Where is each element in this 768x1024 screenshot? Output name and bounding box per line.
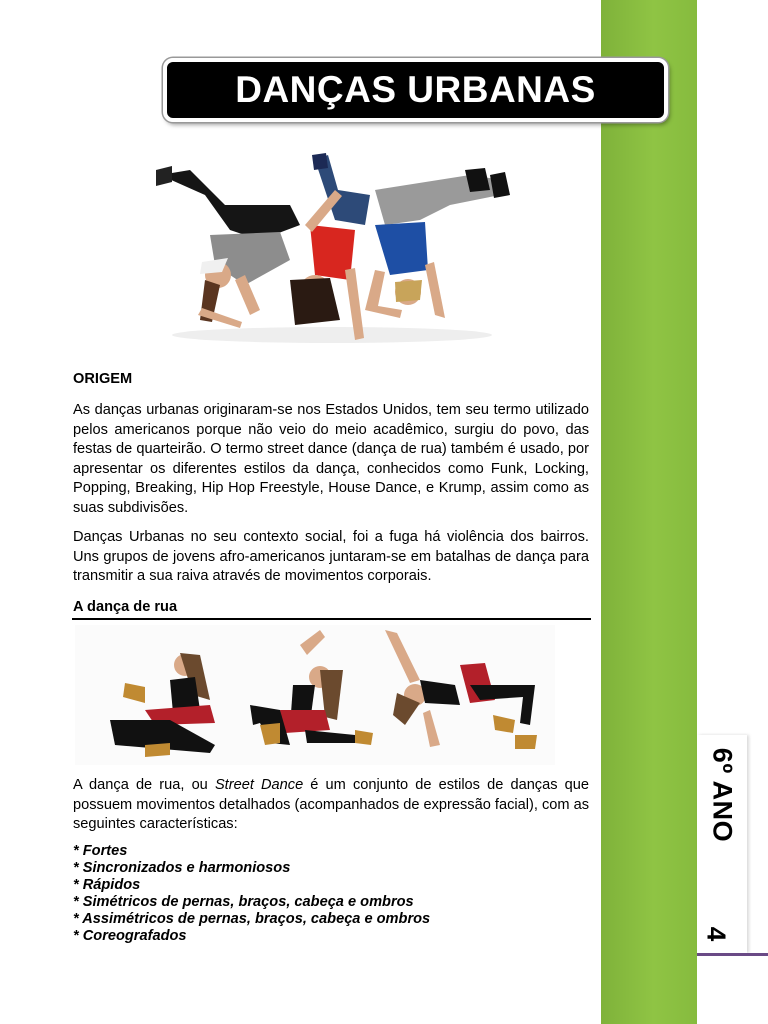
title-banner xyxy=(163,58,668,122)
origin-paragraph-1-text: As danças urbanas originaram-se nos Estados Unidos, tem seu termo utilizado pelos americanos porque não veio do meio acadêmico, surgiu do povo, das festas de quarteirão. O termo street dance (dança de rua) também é usado, por apresentar os diferentes estilos da dança, conhecidos como Funk, Locking, Popping, Breaking, Hip Hop Freestyle, House Dance, e Krump, assim como as suas subdivisões. xyxy=(73,402,589,516)
street-dance-intro-text xyxy=(73,776,589,835)
street-dance-illustration xyxy=(75,625,555,765)
list-item: * Rápidos xyxy=(73,877,141,893)
list-item: * Sincronizados e harmoniosos xyxy=(73,860,291,876)
characteristics-list xyxy=(73,843,430,945)
origin-paragraph-2-text: Danças Urbanas no seu contexto social, foi a fuga há violência dos bairros. Uns grupos de jovens afro-americanos juntaram-se em batalhas de dança para transmitir a sua raiva através de movimentos corporais. xyxy=(73,529,589,584)
intro-before: A dança de rua, ou xyxy=(73,777,215,793)
section-heading-street-dance: A dança de rua xyxy=(73,599,178,615)
list-item: * Fortes xyxy=(73,843,128,859)
dancer-center xyxy=(290,153,370,340)
list-item: * Assimétricos de pernas, braços, cabeça e ombros xyxy=(73,911,431,927)
dancer-right xyxy=(365,168,510,318)
section-divider xyxy=(72,618,591,620)
origin-paragraph-1 xyxy=(73,401,589,518)
breakdancers-photo xyxy=(150,150,515,350)
street-dance-photo xyxy=(75,625,555,765)
intro-after: é um conjunto de estilos de danças que possuem movimentos detalhados (acompanhados de expressão facial), com as seguintes características: xyxy=(73,777,589,832)
page-number: 4 xyxy=(701,926,732,942)
section-heading-origin: ORIGEM xyxy=(73,371,133,387)
origin-paragraph-2 xyxy=(73,528,589,587)
breakdancers-illustration xyxy=(150,150,515,350)
green-side-bar xyxy=(601,0,697,1024)
list-item: * Coreografados xyxy=(73,928,187,944)
dancer-left xyxy=(156,166,300,328)
page-title: DANÇAS URBANAS xyxy=(235,69,596,110)
intro-italic: Street Dance xyxy=(214,777,304,793)
list-item: * Simétricos de pernas, braços, cabeça e ombros xyxy=(73,894,414,910)
street-dance-intro xyxy=(73,776,589,835)
grade-label: 6º ANO xyxy=(707,747,738,843)
page-number-underline xyxy=(697,953,768,956)
